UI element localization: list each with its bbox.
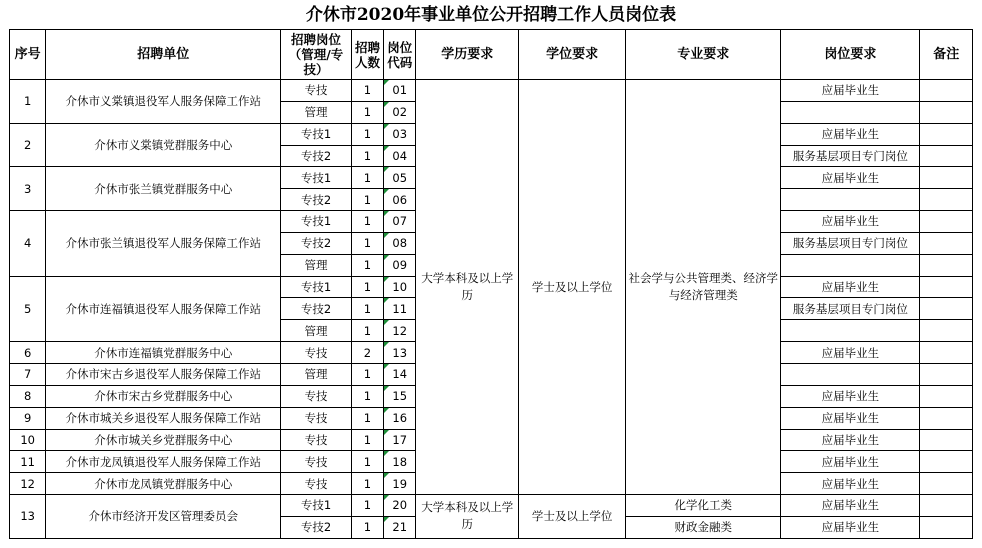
- note-cell: [920, 80, 973, 102]
- post-count: 1: [351, 473, 383, 495]
- unit-seq: 9: [10, 407, 46, 429]
- post-type: 专技: [281, 342, 352, 364]
- post-count: 1: [351, 211, 383, 233]
- unit-name: 介休市宋古乡退役军人服务保障工作站: [46, 363, 281, 385]
- post-type: 专技2: [281, 232, 352, 254]
- post-code: 08: [384, 232, 416, 254]
- header-count: 招聘人数: [351, 30, 383, 80]
- post-count: 1: [351, 80, 383, 102]
- post-count: 2: [351, 342, 383, 364]
- header-unit: 招聘单位: [46, 30, 281, 80]
- post-requirement: 应届毕业生: [781, 429, 920, 451]
- post-code: 01: [384, 80, 416, 102]
- post-type: 管理: [281, 320, 352, 342]
- note-cell: [920, 123, 973, 145]
- education-requirement: 大学本科及以上学历: [416, 80, 519, 495]
- note-cell: [920, 211, 973, 233]
- unit-name: 介休市城关乡党群服务中心: [46, 429, 281, 451]
- post-code: 14: [384, 363, 416, 385]
- post-code: 21: [384, 516, 416, 538]
- post-type: 专技1: [281, 211, 352, 233]
- post-requirement: 应届毕业生: [781, 407, 920, 429]
- post-type: 专技1: [281, 276, 352, 298]
- post-count: 1: [351, 232, 383, 254]
- post-count: 1: [351, 451, 383, 473]
- unit-seq: 6: [10, 342, 46, 364]
- note-cell: [920, 189, 973, 211]
- post-requirement: 服务基层项目专门岗位: [781, 145, 920, 167]
- post-type: 专技: [281, 429, 352, 451]
- unit-seq: 4: [10, 211, 46, 277]
- header-note: 备注: [920, 30, 973, 80]
- post-count: 1: [351, 495, 383, 517]
- note-cell: [920, 429, 973, 451]
- note-cell: [920, 451, 973, 473]
- post-code: 20: [384, 495, 416, 517]
- unit-seq: 13: [10, 495, 46, 539]
- post-count: 1: [351, 516, 383, 538]
- unit-seq: 5: [10, 276, 46, 342]
- major-requirement: 化学化工类: [626, 495, 781, 517]
- post-code: 04: [384, 145, 416, 167]
- unit-name: 介休市连福镇党群服务中心: [46, 342, 281, 364]
- unit-seq: 8: [10, 385, 46, 407]
- post-type: 专技: [281, 80, 352, 102]
- post-code: 17: [384, 429, 416, 451]
- post-type: 管理: [281, 101, 352, 123]
- note-cell: [920, 276, 973, 298]
- post-count: 1: [351, 189, 383, 211]
- note-cell: [920, 167, 973, 189]
- table-row: [10, 80, 973, 102]
- post-type: 专技1: [281, 123, 352, 145]
- header-row: [10, 30, 973, 80]
- post-count: 1: [351, 254, 383, 276]
- unit-name: 介休市城关乡退役军人服务保障工作站: [46, 407, 281, 429]
- note-cell: [920, 385, 973, 407]
- note-cell: [920, 363, 973, 385]
- unit-seq: 10: [10, 429, 46, 451]
- positions-table: [9, 29, 973, 539]
- header-degree: 学位要求: [519, 30, 626, 80]
- post-type: 专技: [281, 451, 352, 473]
- note-cell: [920, 342, 973, 364]
- post-requirement: 应届毕业生: [781, 342, 920, 364]
- post-type: 专技: [281, 385, 352, 407]
- post-requirement: 应届毕业生: [781, 495, 920, 517]
- note-cell: [920, 101, 973, 123]
- unit-seq: 12: [10, 473, 46, 495]
- unit-name: 介休市宋古乡党群服务中心: [46, 385, 281, 407]
- post-code: 02: [384, 101, 416, 123]
- unit-name: 介休市经济开发区管理委员会: [46, 495, 281, 539]
- unit-name: 介休市龙凤镇退役军人服务保障工作站: [46, 451, 281, 473]
- post-count: 1: [351, 385, 383, 407]
- post-requirement: 应届毕业生: [781, 123, 920, 145]
- note-cell: [920, 145, 973, 167]
- post-code: 19: [384, 473, 416, 495]
- unit-name: 介休市张兰镇退役军人服务保障工作站: [46, 211, 281, 277]
- unit-seq: 11: [10, 451, 46, 473]
- post-count: 1: [351, 429, 383, 451]
- note-cell: [920, 516, 973, 538]
- post-type: 管理: [281, 363, 352, 385]
- post-type: 管理: [281, 254, 352, 276]
- post-requirement: [781, 101, 920, 123]
- post-type: 专技1: [281, 495, 352, 517]
- post-code: 05: [384, 167, 416, 189]
- note-cell: [920, 254, 973, 276]
- post-code: 13: [384, 342, 416, 364]
- unit-seq: 2: [10, 123, 46, 167]
- note-cell: [920, 320, 973, 342]
- post-count: 1: [351, 298, 383, 320]
- post-type: 专技: [281, 473, 352, 495]
- positions-body: [10, 80, 973, 539]
- unit-seq: 7: [10, 363, 46, 385]
- post-type: 专技2: [281, 145, 352, 167]
- post-code: 18: [384, 451, 416, 473]
- header-post-req: 岗位要求: [781, 30, 920, 80]
- degree-requirement: 学士及以上学位: [519, 80, 626, 495]
- post-count: 1: [351, 276, 383, 298]
- table-row: [10, 495, 973, 517]
- header-education: 学历要求: [416, 30, 519, 80]
- note-cell: [920, 298, 973, 320]
- post-count: 1: [351, 363, 383, 385]
- post-code: 12: [384, 320, 416, 342]
- header-seq: 序号: [10, 30, 46, 80]
- post-count: 1: [351, 167, 383, 189]
- post-requirement: 应届毕业生: [781, 167, 920, 189]
- post-requirement: [781, 189, 920, 211]
- post-count: 1: [351, 123, 383, 145]
- post-type: 专技2: [281, 189, 352, 211]
- post-requirement: [781, 363, 920, 385]
- note-cell: [920, 495, 973, 517]
- post-requirement: [781, 320, 920, 342]
- post-requirement: 应届毕业生: [781, 80, 920, 102]
- post-requirement: 应届毕业生: [781, 276, 920, 298]
- post-type: 专技2: [281, 298, 352, 320]
- header-post-type: 招聘岗位（管理/专技）: [281, 30, 352, 80]
- post-requirement: 应届毕业生: [781, 385, 920, 407]
- post-code: 10: [384, 276, 416, 298]
- education-requirement: 大学本科及以上学历: [416, 495, 519, 539]
- unit-name: 介休市张兰镇党群服务中心: [46, 167, 281, 211]
- post-requirement: 服务基层项目专门岗位: [781, 232, 920, 254]
- note-cell: [920, 232, 973, 254]
- post-code: 16: [384, 407, 416, 429]
- post-count: 1: [351, 101, 383, 123]
- post-type: 专技: [281, 407, 352, 429]
- post-type: 专技2: [281, 516, 352, 538]
- post-code: 15: [384, 385, 416, 407]
- unit-name: 介休市连福镇退役军人服务保障工作站: [46, 276, 281, 342]
- degree-requirement: 学士及以上学位: [519, 495, 626, 539]
- post-requirement: 应届毕业生: [781, 451, 920, 473]
- post-type: 专技1: [281, 167, 352, 189]
- post-requirement: 应届毕业生: [781, 473, 920, 495]
- post-requirement: [781, 254, 920, 276]
- unit-seq: 3: [10, 167, 46, 211]
- post-code: 07: [384, 211, 416, 233]
- post-count: 1: [351, 145, 383, 167]
- post-code: 03: [384, 123, 416, 145]
- post-requirement: 服务基层项目专门岗位: [781, 298, 920, 320]
- major-requirement: 社会学与公共管理类、经济学与经济管理类: [626, 80, 781, 495]
- unit-name: 介休市龙凤镇党群服务中心: [46, 473, 281, 495]
- unit-seq: 1: [10, 80, 46, 124]
- post-count: 1: [351, 407, 383, 429]
- header-code: 岗位代码: [384, 30, 416, 80]
- unit-name: 介休市义棠镇党群服务中心: [46, 123, 281, 167]
- post-code: 11: [384, 298, 416, 320]
- post-code: 06: [384, 189, 416, 211]
- major-requirement: 财政金融类: [626, 516, 781, 538]
- post-count: 1: [351, 320, 383, 342]
- post-requirement: 应届毕业生: [781, 211, 920, 233]
- note-cell: [920, 407, 973, 429]
- note-cell: [920, 473, 973, 495]
- post-requirement: 应届毕业生: [781, 516, 920, 538]
- page-title: 介休市2020年事业单位公开招聘工作人员岗位表: [305, 5, 677, 25]
- unit-name: 介休市义棠镇退役军人服务保障工作站: [46, 80, 281, 124]
- header-major: 专业要求: [626, 30, 781, 80]
- post-code: 09: [384, 254, 416, 276]
